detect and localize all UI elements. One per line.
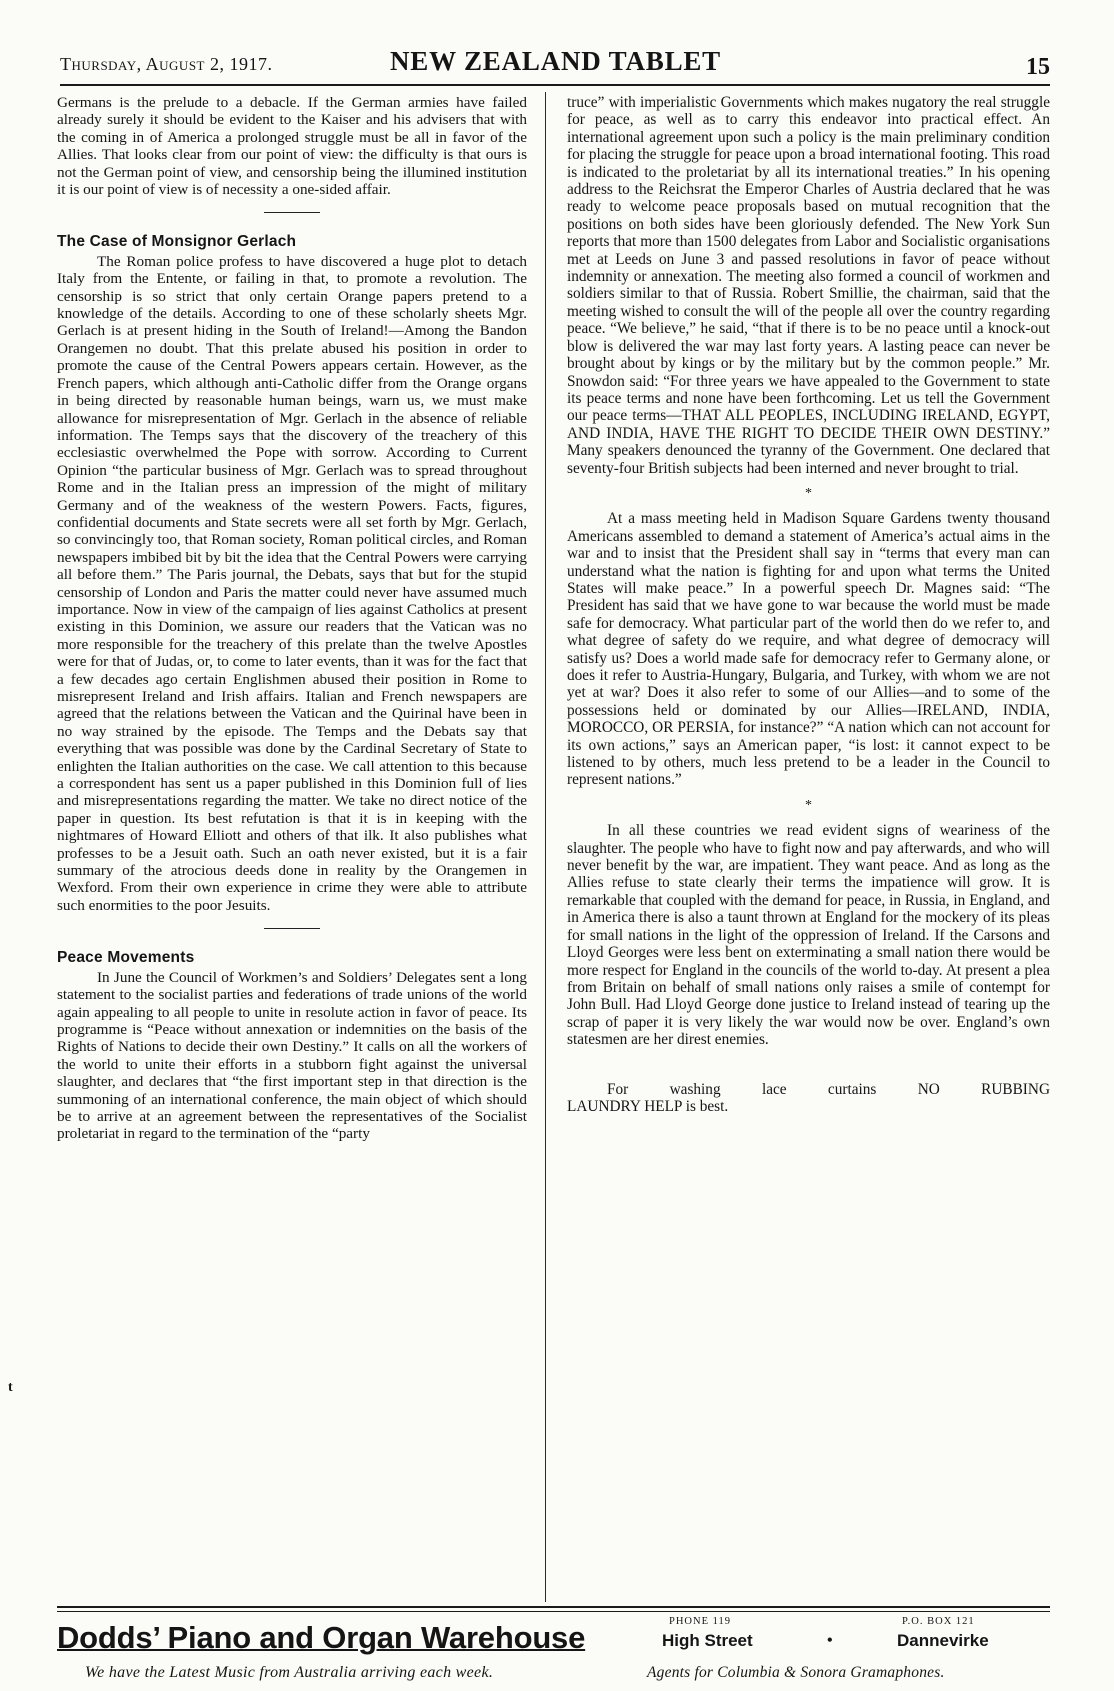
town-name: Dannevirke bbox=[897, 1631, 989, 1650]
star-separator: * bbox=[805, 485, 812, 501]
issue-date: Thursday, August 2, 1917. bbox=[60, 54, 273, 74]
laundry-ad-line-1: For washing lace curtains NO RUBBING bbox=[607, 1080, 1050, 1098]
laundry-ad bbox=[567, 1081, 1050, 1116]
warehouse-subtitle: We have the Latest Music from Australia arriving each week. bbox=[85, 1664, 494, 1681]
madison-paragraph: At a mass meeting held in Madison Square Gardens twenty thousand Americans assembled to demand a statement of America’s actual aims in the war and to insist that the President shall say in “terms that every man can understand what the nation is fighting for and upon what terms the United States will make peace.” In a powerful speech Dr. Magnes said: “The President has said that we have gone to war because the world must be made safe for democracy. What particular part of the world then do we refer to, and what degree of safety do we require, and what degree of democracy will satisfy us? Does a world made safe for democracy refer to Germany alone, or does it refer to Austria-Hungary, Bulgaria, and Turkey, with whom we are not yet at war? Does it also refer to some of our Allies—and to some of the possessions held or dominated by our Allies—IRELAND, INDIA, MOROCCO, OR PERSIA, for instance?” “A nation which can not account for its own actions,” says an American paper, “is lost: it cannot expect to be listened to by others, much less pretend to be a leader in the Council to represent nations.” bbox=[567, 510, 1050, 789]
footer-advertisement bbox=[57, 1614, 1050, 1684]
agents-line: Agents for Columbia & Sonora Gramaphones. bbox=[647, 1664, 945, 1681]
street-address: High Street bbox=[662, 1631, 753, 1650]
footer-rule-bottom bbox=[57, 1611, 1050, 1612]
warehouse-name bbox=[57, 1620, 585, 1656]
masthead-title: NEW ZEALAND TABLET bbox=[390, 46, 721, 76]
truce-paragraph: truce” with imperialistic Governments which makes nugatory the real struggle for peace, as well as to carry this endeavor into practical effect. An international agreement upon such a policy is the main preliminary condition for placing the struggle for peace upon a broad international footing. This road is indicated to the proletariat by all its international treaties.” In his opening address to the Reichsrat the Emperor Charles of Austria declared that he was ready to welcome peace proposals based on mutual recognition that the positions on both sides have been gloriously defended. The New York Sun reports that more than 1500 delegates from Labor and Socialistic organisations met at Leeds on June 3 and passed resolutions in favor of peace without indemnity or annexation. The meeting also formed a council of workmen and soldiers similar to that of Russia. Robert Smillie, the chairman, said that the meeting wished to consult the will of the people all over the country regarding peace. “We believe,” he said, “that if there is to be no peace until a knock-out blow is delivered the war may last forty years. A lasting peace can never be brought about by kings or by the military but by the common people.” Mr. Snowdon said: “For three years we have appealed to the Government to state its peace terms and none have been forthcoming. Let us tell the Government our peace terms—THAT ALL PEOPLES, INCLUDING IRELAND, EGYPT, AND INDIA, HAVE THE RIGHT TO DECIDE THEIR OWN DESTINY.” Many speakers denounced the tyranny of the Government. One declared that seventy-four British subjects had been interned and never brought to trial. bbox=[567, 94, 1050, 477]
warehouse-name-text: Dodds’ Piano and Organ Warehouse bbox=[57, 1620, 586, 1655]
bullet-separator: • bbox=[827, 1632, 833, 1649]
running-header bbox=[60, 42, 1050, 80]
intro-paragraph: Germans is the prelude to a debacle. If the German armies have failed already surely it should be evident to the Kaiser and his advisers that with the coming in of America a prolonged struggle must be all in favor of the Allies. That looks clear from our point of view: the difficulty is that ours is not the German point of view, and censorship being the illumined institution it is our point of view is of necessity a one-sided affair. bbox=[57, 94, 527, 199]
phone-number: PHONE 119 bbox=[669, 1616, 731, 1627]
peace-paragraph: In June the Council of Workmen’s and Soldiers’ Delegates sent a long statement to the socialist parties and federations of trade unions of the world again appealing to all people to unite in resolute action in favor of peace. Its programme is “Peace without annexation or indemnities on the basis of the Rights of Nations to decide their own Destiny.” It calls on all the workers of the world to unite their efforts in a stubborn fight against the universal slaughter, and declares that “the first important step in that direction is the summoning of an international conference, the main object of which should be to arrive at an agreement between the representatives of the Socialist proletariat in regard to the termination of the “party bbox=[57, 968, 527, 1143]
page-number: 15 bbox=[1026, 54, 1050, 80]
gerlach-heading: The Case of Monsignor Gerlach bbox=[57, 233, 297, 251]
column-divider bbox=[545, 92, 546, 1602]
section-separator bbox=[264, 928, 320, 929]
po-box: P.O. BOX 121 bbox=[902, 1616, 975, 1627]
margin-mark: t bbox=[8, 1380, 13, 1395]
laundry-ad-line-2: LAUNDRY HELP is best. bbox=[567, 1097, 729, 1115]
right-column bbox=[567, 94, 1050, 1115]
gerlach-paragraph: The Roman police profess to have discovered a huge plot to detach Italy from the Entente, or failing in that, to promote a revolution. The censorship is so strict that only certain Orange papers pretend to a knowledge of the details. According to one of these scholarly sheets Mgr. Gerlach is at present hiding in the South of Ireland!—Among the Bandon Orangemen no doubt. That this prelate abused his position in order to promote the cause of the Central Powers appears certain. However, as the French papers, which although anti-Catholic differ from the Orange organs in being directed by reasonable human beings, warn us, we must make allowance for misrepresentation of Mgr. Gerlach in the absence of reliable information. The Temps says that the discovery of the treachery of this ecclesiastic overwhelmed the Pope with sorrow. According to Current Opinion “the particular business of Mgr. Gerlach was to spread throughout Rome and in the Italian press an impression of the might of military Germany and of the weakness of the western Powers. Facts, figures, confidential documents and State secrets were all set forth by Mgr. Gerlach, so convincingly too, that Roman society, Roman political circles, and Roman newspapers imbibed bit by bit the idea that the Central Powers were carrying all before them.” The Paris journal, the Debats, says that but for the stupid censorship of London and Paris the matter could never have assumed much importance. Now in view of the campaign of lies against Catholics at present existing in this Dominion, we assure our readers that the Vatican was no more responsible for the treachery of this prelate than the twelve Apostles were for that of Judas, or, to come to later events, than it was for the fact that a few decades ago certain Englishmen abused their position in Rome to misrepresent Ireland and Irish affairs. Italian and French newspapers are agreed that the relations between the Vatican and the Quirinal have been in no way strained by the episode. The Temps and the Debats say that everything that was possible was done by the Cardinal Secretary of State to enlighten the Italian authorities on the case. We call attention to this because a correspondent has sent us a paper published in this Dominion full of lies and misrepresentations regarding the matter. We take no direct notice of the paper in question. Its best refutation is that it is in keeping with the nightmares of Howard Elliott and others of that ilk. It also publishes what professes to be a Jesuit oath. Such an oath never existed, but it is a fair summary of the atrocious deeds done in reality by the Orangemen in Wexford. From their own experience in crime they were able to attribute such enormities to the poor Jesuits. bbox=[57, 252, 527, 914]
footer-rule-top bbox=[57, 1606, 1050, 1608]
star-separator: * bbox=[805, 797, 812, 813]
peace-heading: Peace Movements bbox=[57, 949, 195, 967]
weariness-paragraph: In all these countries we read evident signs of weariness of the slaughter. The people who have to fight now and pay afterwards, and who will never benefit by the war, are impatient. They want peace. And as long as the Allies refuse to state clearly their terms the impatience will grow. It is remarkable that coupled with the demand for peace, in Russia, in England, and in America there is also a taunt thrown at England for the mockery of its pleas for small nations in the light of the oppression of Ireland. If the Carsons and Lloyd Georges were less bent on exterminating a small nation there would be more respect for England in the councils of the world to-day. At present a plea from Britain on behalf of small nations only raises a smile of contempt for John Bull. Had Lloyd George done justice to Ireland instead of tearing up the scrap of paper it is very likely the war would now be over. England’s own statesmen are her direst enemies. bbox=[567, 822, 1050, 1049]
section-separator bbox=[264, 212, 320, 213]
header-rule bbox=[60, 84, 1050, 86]
left-column bbox=[57, 94, 527, 1143]
